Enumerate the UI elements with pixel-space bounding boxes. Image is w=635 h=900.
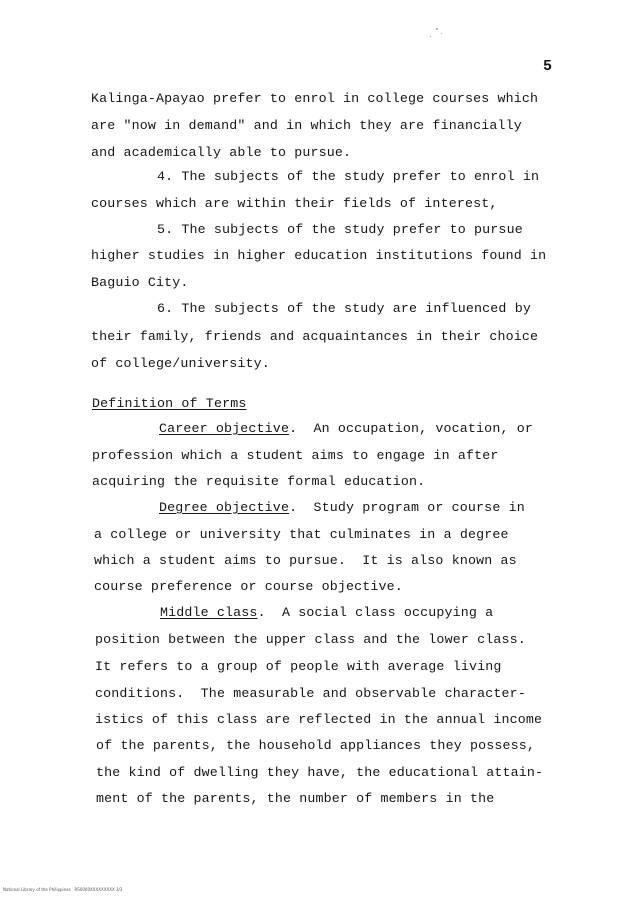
- term-middle-class: [160, 605, 493, 621]
- body-line: and academically able to pursue.: [91, 145, 352, 160]
- body-line: 4. The subjects of the study prefer to enrol in: [157, 169, 540, 184]
- term-career-objective: [159, 421, 533, 437]
- body-line: 6. The subjects of the study are influenced by: [157, 301, 531, 316]
- scan-speck: [430, 36, 431, 37]
- term-name: Degree objective: [159, 500, 290, 515]
- body-line: which a student aims to pursue. It is also known as: [94, 553, 517, 568]
- body-line: 5. The subjects of the study prefer to pursue: [157, 222, 523, 237]
- body-line: Kalinga-Apayao prefer to enrol in college courses which: [91, 91, 539, 106]
- body-line: It refers to a group of people with average living: [95, 659, 502, 674]
- body-line: of the parents, the household appliances they possess,: [96, 738, 535, 753]
- body-line: conditions. The measurable and observable character-: [95, 686, 526, 701]
- scan-speck: [441, 33, 442, 34]
- term-definition-start: . An occupation, vocation, or: [289, 421, 533, 436]
- term-degree-objective: [159, 500, 525, 516]
- term-definition-start: . A social class occupying a: [257, 605, 494, 620]
- term-name: Career objective: [159, 421, 290, 436]
- term-definition-start: . Study program or course in: [289, 500, 525, 515]
- body-line: the kind of dwelling they have, the educational attain-: [96, 765, 544, 780]
- body-line: are "now in demand" and in which they are financially: [91, 118, 522, 133]
- body-line: their family, friends and acquaintances in their choice: [91, 329, 539, 344]
- body-line: istics of this class are reflected in the annual income: [95, 712, 543, 727]
- page-number: 5: [543, 58, 553, 75]
- body-line: a college or university that culminates in a degree: [94, 527, 509, 542]
- body-line: course preference or course objective.: [94, 579, 403, 594]
- body-line: courses which are within their fields of interest,: [91, 196, 498, 211]
- body-line: ment of the parents, the number of members in the: [96, 791, 495, 806]
- archive-footer: National Library of the Philippines RS0000XXXXXXXXX 3/3: [3, 887, 123, 892]
- body-line: profession which a student aims to engage in after: [92, 448, 499, 463]
- body-line: acquiring the requisite formal education.: [92, 474, 426, 489]
- body-line: Baguio City.: [91, 275, 189, 290]
- body-line: higher studies in higher education institutions found in: [91, 248, 547, 263]
- body-line: position between the upper class and the lower class.: [95, 632, 526, 647]
- scan-speck: [436, 28, 438, 30]
- section-heading: Definition of Terms: [92, 396, 247, 411]
- body-line: of college/university.: [91, 356, 270, 371]
- term-name: Middle class: [160, 605, 258, 620]
